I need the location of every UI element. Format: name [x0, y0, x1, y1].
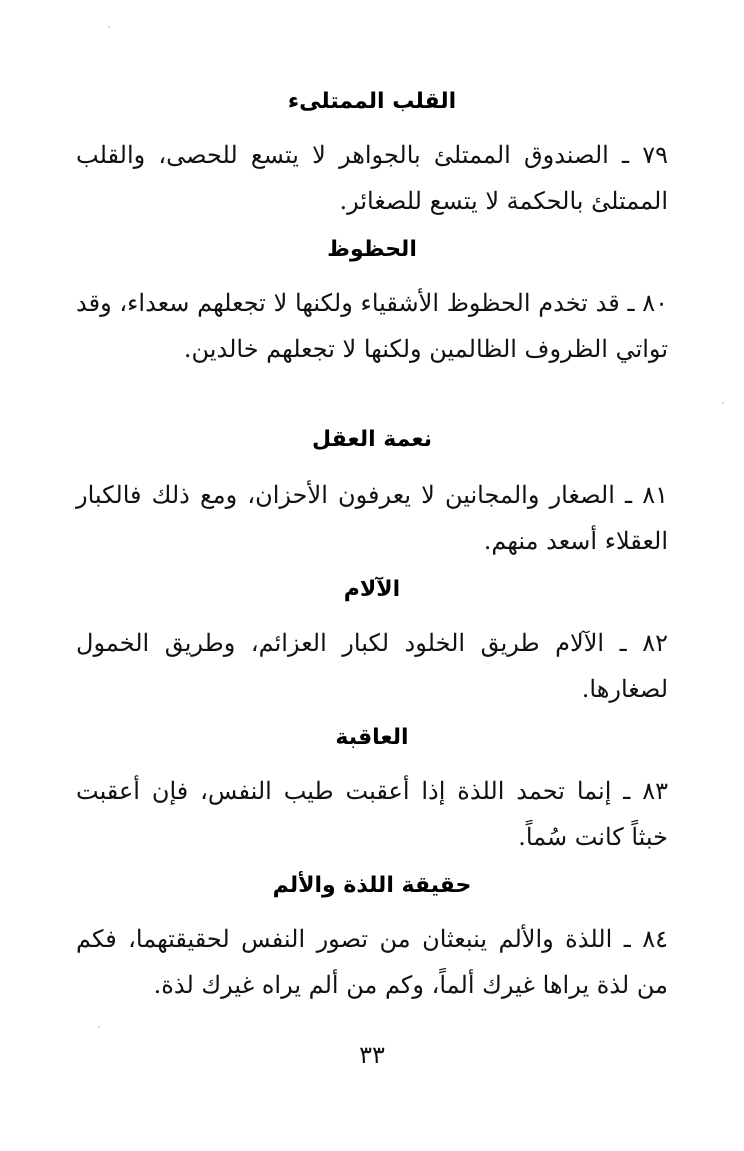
aphorism-text: إنما تحمد اللذة إذا أعقبت طيب النفس، فإن أعقبت خبثاً كانت سُماً.	[76, 777, 668, 851]
page-number: ٣٣	[359, 1041, 385, 1069]
section-heading: العاقبة	[335, 725, 409, 750]
aphorism-paragraph	[76, 768, 668, 860]
aphorism-dash: ـ	[625, 481, 633, 509]
aphorism-number: ٨٢	[642, 629, 668, 657]
aphorism-text: الصغار والمجانين لا يعرفون الأحزان، ومع ذلك فالكبار العقلاء أسعد منهم.	[76, 481, 668, 555]
aphorism-text: الآلام طريق الخلود لكبار العزائم، وطريق الخمول لصغارها.	[76, 629, 668, 703]
aphorism-paragraph	[76, 472, 668, 564]
aphorism-number: ٨٣	[642, 777, 668, 805]
aphorism-number: ٨٤	[642, 925, 669, 953]
aphorism-dash: ـ	[622, 141, 630, 169]
section-heading: الآلام	[343, 577, 401, 602]
scan-speck	[722, 402, 724, 404]
aphorism-dash: ـ	[619, 629, 627, 657]
aphorism-text: اللذة والألم ينبعثان من تصور النفس لحقيقتهما، فكم من لذة يراها غيرك ألماً، وكم من ألم يراه غيرك لذة.	[76, 925, 668, 999]
section-heading: نعمة العقل	[311, 427, 433, 452]
scan-speck	[98, 1026, 100, 1028]
section-heading: القلب الممتلىء	[287, 89, 457, 114]
aphorism-paragraph	[76, 620, 668, 712]
aphorism-number: ٨٠	[642, 289, 668, 317]
aphorism-text: قد تخدم الحظوظ الأشقياء ولكنها لا تجعلهم سعداء، وقد تواتي الظروف الظالمين ولكنها لا تجعلهم خالدين.	[76, 289, 668, 363]
scan-speck	[108, 26, 110, 28]
aphorism-paragraph	[76, 280, 668, 372]
aphorism-paragraph	[76, 132, 668, 224]
aphorism-number: ٧٩	[642, 141, 668, 169]
aphorism-dash: ـ	[623, 777, 631, 805]
aphorism-text: الصندوق الممتلئ بالجواهر لا يتسع للحصى، والقلب الممتلئ بالحكمة لا يتسع للصغائر.	[76, 141, 668, 215]
section-heading: الحظوظ	[327, 237, 417, 262]
aphorism-dash: ـ	[627, 289, 635, 317]
aphorism-paragraph	[76, 916, 668, 1008]
section-heading: حقيقة اللذة والألم	[272, 873, 472, 898]
aphorism-dash: ـ	[623, 925, 631, 953]
aphorism-number: ٨١	[642, 481, 668, 509]
